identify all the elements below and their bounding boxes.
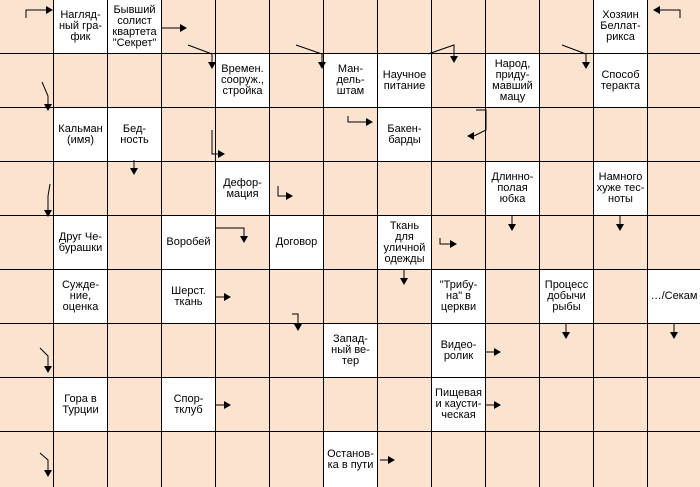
answer-cell[interactable] (216, 216, 269, 269)
answer-cell[interactable] (0, 270, 53, 323)
clue-naglyadny-grafik: Нагляд- ный гра- фик (54, 0, 107, 53)
answer-cell[interactable] (540, 378, 593, 431)
answer-cell[interactable] (216, 324, 269, 377)
answer-cell[interactable] (162, 108, 215, 161)
answer-cell[interactable] (270, 162, 323, 215)
answer-cell[interactable] (270, 324, 323, 377)
answer-cell[interactable] (0, 324, 53, 377)
answer-cell[interactable] (324, 216, 377, 269)
answer-cell[interactable] (0, 378, 53, 431)
answer-cell[interactable] (540, 324, 593, 377)
answer-cell[interactable] (108, 432, 161, 487)
answer-cell[interactable] (324, 0, 377, 53)
answer-cell[interactable] (648, 108, 700, 161)
clue-tribuna: "Трибу- на" в церкви (432, 270, 485, 323)
answer-cell[interactable] (378, 378, 431, 431)
clue-namnogo-khuzhe: Намного хуже тес- ноты (594, 162, 647, 215)
answer-cell[interactable] (540, 54, 593, 107)
answer-cell[interactable] (540, 216, 593, 269)
answer-cell[interactable] (216, 108, 269, 161)
answer-cell[interactable] (0, 108, 53, 161)
answer-cell[interactable] (108, 270, 161, 323)
clue-gora-turtsii: Гора в Турции (54, 378, 107, 431)
answer-cell[interactable] (540, 108, 593, 161)
answer-cell[interactable] (594, 216, 647, 269)
answer-cell[interactable] (378, 0, 431, 53)
answer-cell[interactable] (0, 162, 53, 215)
answer-cell[interactable] (108, 162, 161, 215)
answer-cell[interactable] (324, 270, 377, 323)
answer-cell[interactable] (486, 378, 539, 431)
answer-cell[interactable] (378, 270, 431, 323)
clue-zapadny-veter: Запад- ный ве- тер (324, 324, 377, 377)
answer-cell[interactable] (216, 432, 269, 487)
clue-sekam: …/Секам (648, 270, 700, 323)
clue-suzhdenie: Сужде- ние, оценка (54, 270, 107, 323)
answer-cell[interactable] (162, 324, 215, 377)
answer-cell[interactable] (486, 216, 539, 269)
answer-cell[interactable] (216, 378, 269, 431)
answer-cell[interactable] (324, 378, 377, 431)
clue-mandelshtam: Ман- дель- штам (324, 54, 377, 107)
answer-cell[interactable] (648, 54, 700, 107)
answer-cell[interactable] (54, 324, 107, 377)
answer-cell[interactable] (270, 378, 323, 431)
answer-cell[interactable] (432, 432, 485, 487)
clue-deformatsiya: Дефор- мация (216, 162, 269, 215)
answer-cell[interactable] (162, 162, 215, 215)
answer-cell[interactable] (648, 162, 700, 215)
answer-cell[interactable] (162, 0, 215, 53)
answer-cell[interactable] (0, 0, 53, 53)
answer-cell[interactable] (486, 0, 539, 53)
answer-cell[interactable] (486, 324, 539, 377)
answer-cell[interactable] (594, 378, 647, 431)
answer-cell[interactable] (270, 108, 323, 161)
answer-cell[interactable] (540, 0, 593, 53)
answer-cell[interactable] (540, 162, 593, 215)
answer-cell[interactable] (648, 324, 700, 377)
answer-cell[interactable] (0, 216, 53, 269)
answer-cell[interactable] (378, 432, 431, 487)
answer-cell[interactable] (594, 324, 647, 377)
clue-nauchnoe-pitanie: Научное питание (378, 54, 431, 107)
clue-khozyain-bellatriksa: Хозяин Беллат- рикса (594, 0, 647, 53)
clue-bednost: Бед- ность (108, 108, 161, 161)
answer-cell[interactable] (432, 216, 485, 269)
answer-cell[interactable] (54, 432, 107, 487)
answer-cell[interactable] (162, 432, 215, 487)
answer-cell[interactable] (270, 54, 323, 107)
answer-cell[interactable] (432, 0, 485, 53)
answer-cell[interactable] (648, 0, 700, 53)
clue-dlinnopolaya-yubka: Длинно- полая юбка (486, 162, 539, 215)
answer-cell[interactable] (432, 108, 485, 161)
clue-sherst-tkan: Шерст. ткань (162, 270, 215, 323)
answer-cell[interactable] (486, 432, 539, 487)
answer-cell[interactable] (486, 108, 539, 161)
answer-cell[interactable] (432, 162, 485, 215)
answer-cell[interactable] (432, 54, 485, 107)
answer-cell[interactable] (0, 54, 53, 107)
clue-ostanovka: Останов- ка в пути (324, 432, 377, 487)
answer-cell[interactable] (324, 108, 377, 161)
answer-cell[interactable] (54, 162, 107, 215)
answer-cell[interactable] (270, 270, 323, 323)
answer-cell[interactable] (0, 432, 53, 487)
answer-cell[interactable] (378, 324, 431, 377)
answer-cell[interactable] (594, 108, 647, 161)
clue-vremen-sooruzh: Времен. сооруж., стройка (216, 54, 269, 107)
answer-cell[interactable] (54, 54, 107, 107)
clue-protsess-ryby: Процесс добычи рыбы (540, 270, 593, 323)
clue-videorolik: Видео- ролик (432, 324, 485, 377)
clue-byvshiy-solist: Бывший солист квартета "Секрет" (108, 0, 161, 53)
answer-cell[interactable] (486, 270, 539, 323)
answer-cell[interactable] (270, 0, 323, 53)
clue-sposob-terakta: Способ теракта (594, 54, 647, 107)
answer-cell[interactable] (216, 0, 269, 53)
clue-drug-cheburashki: Друг Че- бурашки (54, 216, 107, 269)
answer-cell[interactable] (648, 216, 700, 269)
clue-tkan-odezhdy: Ткань для уличной одежды (378, 216, 431, 269)
clue-sportklub: Спор- тклуб (162, 378, 215, 431)
clue-kalman: Кальман (имя) (54, 108, 107, 161)
answer-cell[interactable] (594, 270, 647, 323)
answer-cell[interactable] (324, 162, 377, 215)
answer-cell[interactable] (108, 54, 161, 107)
clue-vorobey: Воробей (162, 216, 215, 269)
answer-cell[interactable] (270, 432, 323, 487)
answer-cell[interactable] (594, 432, 647, 487)
clue-bakenbardy: Бакен- барды (378, 108, 431, 161)
clue-pishchevaya: Пищевая и каусти- ческая (432, 378, 485, 431)
clue-dogovor: Договор (270, 216, 323, 269)
answer-cell[interactable] (108, 378, 161, 431)
answer-cell[interactable] (216, 270, 269, 323)
answer-cell[interactable] (540, 432, 593, 487)
answer-cell[interactable] (108, 216, 161, 269)
answer-cell[interactable] (648, 378, 700, 431)
answer-cell[interactable] (648, 432, 700, 487)
answer-cell[interactable] (162, 54, 215, 107)
answer-cell[interactable] (378, 162, 431, 215)
answer-cell[interactable] (108, 324, 161, 377)
clue-narod-mats: Народ, приду- мавший мацу (486, 54, 539, 107)
